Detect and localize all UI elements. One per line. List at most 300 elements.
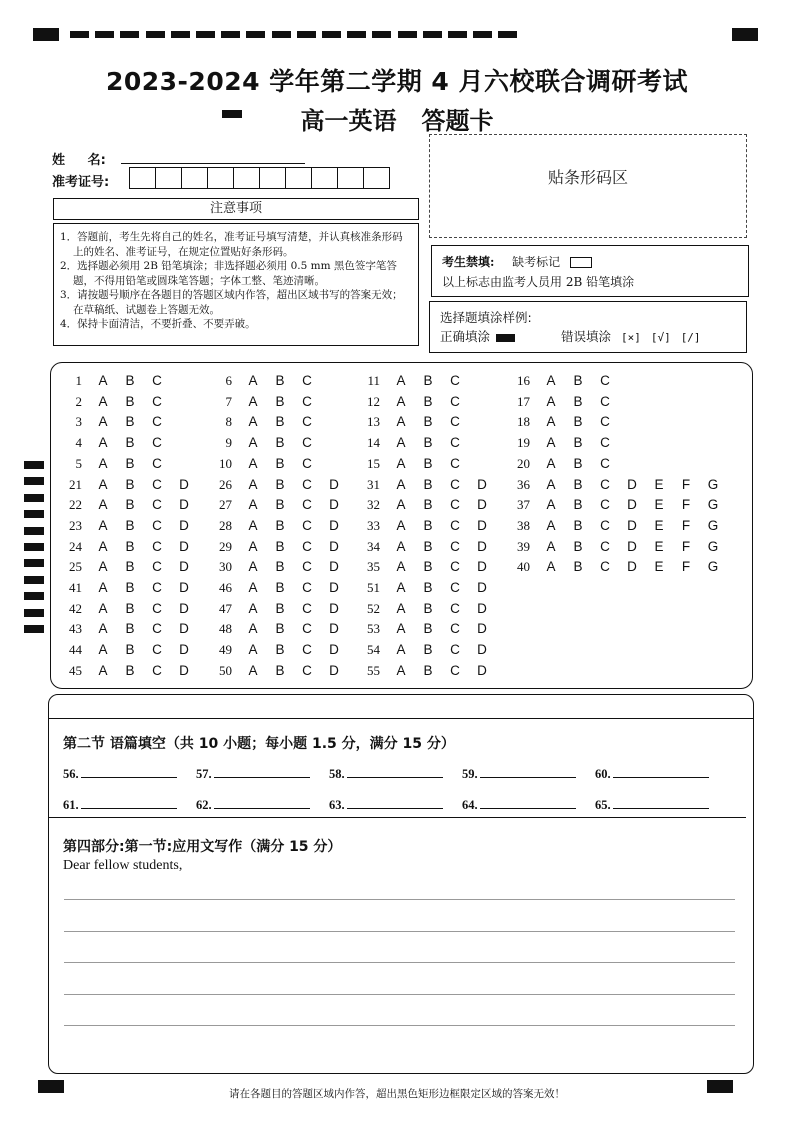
notice-item: 2．选择题必须用 2B 铅笔填涂；非选择题必须用 0.5 mm 黑色签字笔答题，不得用铅笔或圆珠笔答题；字体工整、笔迹清晰。 (60, 260, 397, 287)
option-bubble[interactable]: B (125, 559, 135, 575)
option-bubble[interactable]: D (477, 600, 487, 616)
option-bubble[interactable]: B (423, 600, 433, 616)
option-bubble[interactable]: A (248, 435, 258, 451)
notice-item: 3．请按题号顺序在各题目的答题区域内作答，超出区域书写的答案无效；在草稿纸、试题卷上答题无效。 (60, 289, 403, 316)
option-bubble[interactable]: C (600, 414, 610, 430)
option-bubble[interactable]: A (248, 621, 258, 637)
correct-fill-mark (496, 334, 515, 342)
blank-line[interactable] (480, 797, 576, 809)
option-bubble[interactable]: A (248, 476, 258, 492)
option-bubble[interactable]: D (477, 538, 487, 554)
option-bubble[interactable]: B (275, 435, 285, 451)
blank-answer[interactable] (196, 766, 310, 782)
option-bubble[interactable]: B (275, 559, 285, 575)
option-bubble[interactable]: C (450, 435, 460, 451)
option-bubble[interactable]: B (423, 538, 433, 554)
option-bubble[interactable]: D (329, 476, 339, 492)
option-bubble[interactable]: D (477, 559, 487, 575)
option-bubble[interactable]: A (396, 476, 406, 492)
option-bubble[interactable]: A (248, 414, 258, 430)
option-bubble[interactable]: B (275, 393, 285, 409)
exam-subtitle: 高一英语 答题卡 (300, 107, 494, 135)
option-bubble[interactable]: F (681, 559, 691, 575)
option-bubble[interactable]: B (423, 497, 433, 513)
option-bubble[interactable]: A (98, 662, 108, 678)
option-bubble[interactable]: C (450, 559, 460, 575)
option-bubble[interactable]: C (152, 600, 162, 616)
option-bubble[interactable]: C (600, 455, 610, 471)
option-bubble[interactable]: G (707, 476, 719, 492)
blank-number: 60. (595, 767, 611, 781)
option-bubble[interactable]: A (98, 642, 108, 658)
option-bubble[interactable]: E (654, 517, 664, 533)
blank-answer[interactable] (595, 766, 709, 782)
option-bubble[interactable]: C (302, 559, 312, 575)
option-bubble[interactable]: B (125, 662, 135, 678)
option-bubble[interactable]: C (152, 476, 162, 492)
option-bubble[interactable]: C (302, 580, 312, 595)
question-number: 17 (517, 393, 530, 409)
id-digit-box[interactable] (285, 167, 312, 189)
option-bubble[interactable]: A (248, 538, 258, 554)
option-bubble[interactable]: B (423, 435, 433, 451)
option-bubble[interactable]: C (450, 600, 460, 616)
option-bubble[interactable]: A (546, 455, 556, 471)
option-bubble[interactable]: C (600, 435, 610, 451)
question-number: 18 (517, 414, 530, 430)
writing-line[interactable] (64, 899, 735, 900)
question-number: 34 (367, 538, 380, 554)
option-bubble[interactable]: A (98, 497, 108, 513)
option-bubble[interactable]: E (654, 538, 664, 554)
question-number: 41 (69, 580, 82, 595)
question-number: 5 (75, 455, 82, 471)
option-bubble[interactable]: B (125, 476, 135, 492)
option-bubble[interactable]: B (573, 455, 583, 471)
blank-number: 57. (196, 767, 212, 781)
option-bubble[interactable]: A (98, 435, 108, 451)
option-bubble[interactable]: B (573, 476, 583, 492)
option-bubble[interactable]: A (98, 393, 108, 409)
option-bubble[interactable]: D (179, 517, 189, 533)
option-bubble[interactable]: C (600, 497, 610, 513)
id-digit-box[interactable] (129, 167, 156, 189)
option-bubble[interactable]: F (681, 538, 691, 554)
option-bubble[interactable]: C (450, 414, 460, 430)
option-bubble[interactable]: B (125, 642, 135, 658)
option-bubble[interactable]: A (396, 373, 406, 388)
option-bubble[interactable]: B (573, 435, 583, 451)
option-bubble[interactable]: A (98, 538, 108, 554)
writing-line[interactable] (64, 931, 735, 932)
option-bubble[interactable]: A (396, 517, 406, 533)
option-bubble[interactable]: C (152, 517, 162, 533)
option-bubble[interactable]: C (302, 393, 312, 409)
question-number: 55 (367, 662, 380, 678)
blank-line[interactable] (81, 766, 177, 778)
option-bubble[interactable]: D (329, 600, 339, 616)
option-bubble[interactable]: E (654, 559, 664, 575)
option-bubble[interactable]: C (302, 373, 312, 388)
blank-line[interactable] (214, 797, 310, 809)
option-bubble[interactable]: C (152, 393, 162, 409)
question-number: 2 (75, 393, 82, 409)
option-bubble[interactable]: D (477, 517, 487, 533)
option-bubble[interactable]: A (546, 393, 556, 409)
option-bubble[interactable]: C (450, 393, 460, 409)
id-digit-box[interactable] (337, 167, 364, 189)
id-digit-box[interactable] (311, 167, 338, 189)
option-bubble[interactable]: C (302, 435, 312, 451)
option-bubble[interactable]: D (477, 497, 487, 513)
option-bubble[interactable]: C (152, 435, 162, 451)
option-bubble[interactable]: B (125, 621, 135, 637)
option-bubble[interactable]: C (600, 393, 610, 409)
option-bubble[interactable]: C (302, 642, 312, 658)
option-bubble[interactable]: C (600, 559, 610, 575)
wrong-fill-label: 错误填涂 (560, 329, 611, 344)
option-bubble[interactable]: A (98, 580, 108, 595)
option-bubble[interactable]: B (423, 559, 433, 575)
option-bubble[interactable]: C (450, 476, 460, 492)
option-bubble[interactable]: B (423, 476, 433, 492)
option-bubble[interactable]: F (681, 517, 691, 533)
exam-title: 2023-2024 学年第二学期 4 月六校联合调研考试 (105, 67, 689, 96)
option-bubble[interactable]: D (477, 642, 487, 658)
option-bubble[interactable]: D (477, 662, 487, 678)
option-bubble[interactable]: C (152, 559, 162, 575)
option-bubble[interactable]: B (423, 642, 433, 658)
blank-number: 61. (63, 798, 79, 812)
option-bubble[interactable]: A (98, 559, 108, 575)
option-bubble[interactable]: D (179, 497, 189, 513)
timing-mark (24, 625, 44, 633)
option-bubble[interactable]: A (546, 559, 556, 575)
absent-mark-label: 缺考标记 (512, 255, 561, 269)
option-bubble[interactable]: F (681, 497, 691, 513)
option-bubble[interactable]: D (329, 517, 339, 533)
option-bubble[interactable]: D (179, 538, 189, 554)
option-bubble[interactable]: C (450, 497, 460, 513)
writing-line[interactable] (64, 994, 735, 995)
option-bubble[interactable]: C (152, 580, 162, 595)
option-bubble[interactable]: B (275, 621, 285, 637)
option-bubble[interactable]: C (152, 455, 162, 471)
question-number: 13 (367, 414, 380, 430)
option-bubble[interactable]: C (450, 373, 460, 388)
blank-number: 65. (595, 798, 611, 812)
option-bubble[interactable]: A (546, 373, 556, 388)
option-bubble[interactable]: A (396, 642, 406, 658)
option-bubble[interactable]: C (302, 517, 312, 533)
option-bubble[interactable]: C (450, 621, 460, 637)
timing-mark (473, 31, 492, 38)
option-bubble[interactable]: C (450, 517, 460, 533)
option-bubble[interactable]: A (546, 476, 556, 492)
question-row (500, 497, 760, 517)
option-bubble[interactable]: D (477, 580, 487, 595)
blank-answer[interactable] (595, 797, 709, 813)
option-bubble[interactable]: B (125, 373, 135, 388)
option-bubble[interactable]: A (546, 538, 556, 554)
question-number: 15 (367, 455, 380, 471)
option-bubble[interactable]: B (423, 393, 433, 409)
option-bubble[interactable]: A (396, 538, 406, 554)
option-bubble[interactable]: C (302, 662, 312, 678)
option-bubble[interactable]: C (600, 517, 610, 533)
option-bubble[interactable]: G (707, 559, 719, 575)
option-bubble[interactable]: C (450, 580, 460, 595)
option-bubble[interactable]: C (450, 538, 460, 554)
option-bubble[interactable]: D (627, 559, 637, 575)
absent-mark-box[interactable] (570, 257, 592, 268)
option-bubble[interactable]: B (125, 517, 135, 533)
option-bubble[interactable]: D (329, 642, 339, 658)
option-bubble[interactable]: C (302, 414, 312, 430)
option-bubble[interactable]: A (248, 497, 258, 513)
option-bubble[interactable]: C (152, 497, 162, 513)
option-bubble[interactable]: A (98, 600, 108, 616)
option-bubble[interactable]: B (423, 414, 433, 430)
option-bubble[interactable]: A (546, 497, 556, 513)
option-bubble[interactable]: D (627, 538, 637, 554)
blank-line[interactable] (480, 766, 576, 778)
option-bubble[interactable]: A (396, 414, 406, 430)
question-number: 28 (219, 517, 232, 533)
option-bubble[interactable]: C (302, 600, 312, 616)
option-bubble[interactable]: B (573, 517, 583, 533)
writing-line[interactable] (64, 1025, 735, 1026)
option-bubble[interactable]: B (275, 476, 285, 492)
option-bubble[interactable]: C (600, 476, 610, 492)
option-bubble[interactable]: B (423, 373, 433, 388)
option-bubble[interactable]: A (98, 476, 108, 492)
option-bubble[interactable]: B (275, 580, 285, 595)
option-bubble[interactable]: D (477, 621, 487, 637)
option-bubble[interactable]: D (329, 559, 339, 575)
option-bubble[interactable]: C (450, 455, 460, 471)
option-bubble[interactable]: B (423, 580, 433, 595)
option-bubble[interactable]: A (396, 662, 406, 678)
question-number: 12 (367, 393, 380, 409)
option-bubble[interactable]: G (707, 497, 719, 513)
option-bubble[interactable]: B (125, 538, 135, 554)
option-bubble[interactable]: C (152, 621, 162, 637)
option-bubble[interactable]: A (396, 600, 406, 616)
option-bubble[interactable]: B (423, 455, 433, 471)
option-bubble[interactable]: A (98, 455, 108, 471)
option-bubble[interactable]: E (654, 476, 664, 492)
blank-answer[interactable] (329, 797, 443, 813)
timing-mark (24, 494, 44, 502)
option-bubble[interactable]: D (329, 580, 339, 595)
barcode-area (429, 134, 747, 238)
question-number: 51 (367, 580, 380, 595)
question-row (350, 601, 610, 621)
blank-line[interactable] (347, 797, 443, 809)
option-bubble[interactable]: C (152, 642, 162, 658)
timing-mark (70, 31, 89, 38)
option-bubble[interactable]: D (627, 517, 637, 533)
option-bubble[interactable]: D (329, 662, 339, 678)
option-bubble[interactable]: A (396, 621, 406, 637)
option-bubble[interactable]: D (179, 559, 189, 575)
option-bubble[interactable]: A (248, 559, 258, 575)
option-bubble[interactable]: B (573, 393, 583, 409)
option-bubble[interactable]: C (152, 373, 162, 388)
option-bubble[interactable]: B (275, 600, 285, 616)
option-bubble[interactable]: A (396, 497, 406, 513)
option-bubble[interactable]: C (302, 621, 312, 637)
option-bubble[interactable]: A (248, 600, 258, 616)
option-bubble[interactable]: C (152, 414, 162, 430)
option-bubble[interactable]: D (329, 497, 339, 513)
blank-line[interactable] (214, 766, 310, 778)
blank-number: 64. (462, 798, 478, 812)
question-number: 22 (69, 497, 82, 513)
option-bubble[interactable]: B (275, 642, 285, 658)
blank-answer[interactable] (462, 766, 576, 782)
option-bubble[interactable]: B (573, 497, 583, 513)
option-bubble[interactable]: D (179, 600, 189, 616)
option-bubble[interactable]: B (573, 414, 583, 430)
option-bubble[interactable]: A (248, 393, 258, 409)
id-digit-box[interactable] (181, 167, 208, 189)
option-bubble[interactable]: B (125, 497, 135, 513)
question-row (500, 456, 760, 476)
blank-answer[interactable] (63, 766, 177, 782)
blank-answer[interactable] (462, 797, 576, 813)
option-bubble[interactable]: B (125, 455, 135, 471)
option-bubble[interactable]: B (573, 373, 583, 388)
option-bubble[interactable]: B (275, 497, 285, 513)
option-bubble[interactable]: B (423, 662, 433, 678)
option-bubble[interactable]: B (275, 373, 285, 388)
option-bubble[interactable]: D (179, 476, 189, 492)
id-digit-box[interactable] (363, 167, 390, 189)
option-bubble[interactable]: D (179, 580, 189, 595)
option-bubble[interactable]: A (546, 414, 556, 430)
option-bubble[interactable]: A (98, 373, 108, 388)
option-bubble[interactable]: G (707, 517, 719, 533)
option-bubble[interactable]: C (152, 662, 162, 678)
option-bubble[interactable]: D (627, 476, 637, 492)
option-bubble[interactable]: B (573, 559, 583, 575)
question-number: 27 (219, 497, 232, 513)
option-bubble[interactable]: B (125, 414, 135, 430)
id-digit-box[interactable] (259, 167, 286, 189)
option-bubble[interactable]: B (125, 393, 135, 409)
blank-answer[interactable] (196, 797, 310, 813)
option-bubble[interactable]: D (329, 621, 339, 637)
absent-box (431, 245, 749, 297)
letter-salutation: Dear fellow students, (63, 858, 183, 873)
question-number: 47 (219, 600, 232, 616)
blank-answer[interactable] (329, 766, 443, 782)
question-number: 53 (367, 621, 380, 637)
name-field[interactable] (121, 162, 305, 164)
blank-line[interactable] (347, 766, 443, 778)
blank-line[interactable] (81, 797, 177, 809)
option-bubble[interactable]: D (179, 642, 189, 658)
option-bubble[interactable]: B (125, 600, 135, 616)
option-bubble[interactable]: C (302, 497, 312, 513)
option-bubble[interactable]: D (329, 538, 339, 554)
blank-line[interactable] (613, 797, 709, 809)
option-bubble[interactable]: B (275, 538, 285, 554)
absent-note: 以上标志由监考人员用 2B 铅笔填涂 (442, 275, 635, 289)
option-bubble[interactable]: A (98, 517, 108, 533)
blank-line[interactable] (613, 766, 709, 778)
timing-mark (372, 31, 391, 38)
timing-mark (347, 31, 366, 38)
option-bubble[interactable]: B (125, 580, 135, 595)
question-number: 45 (69, 662, 82, 678)
option-bubble[interactable]: B (423, 621, 433, 637)
option-bubble[interactable]: A (248, 455, 258, 471)
option-bubble[interactable]: A (396, 435, 406, 451)
option-bubble[interactable]: C (600, 538, 610, 554)
option-bubble[interactable]: B (275, 455, 285, 471)
option-bubble[interactable]: B (275, 414, 285, 430)
option-bubble[interactable]: A (396, 455, 406, 471)
wrong-mark-slash: [/] (680, 331, 701, 344)
option-bubble[interactable]: A (546, 435, 556, 451)
option-bubble[interactable]: D (179, 621, 189, 637)
option-bubble[interactable]: A (98, 621, 108, 637)
id-digit-box[interactable] (207, 167, 234, 189)
option-bubble[interactable]: C (450, 642, 460, 658)
option-bubble[interactable]: B (275, 517, 285, 533)
option-bubble[interactable]: A (248, 642, 258, 658)
option-bubble[interactable]: C (302, 455, 312, 471)
option-bubble[interactable]: A (546, 517, 556, 533)
option-bubble[interactable]: C (302, 476, 312, 492)
question-number: 21 (69, 476, 82, 492)
option-bubble[interactable]: D (179, 662, 189, 678)
option-bubble[interactable]: B (275, 662, 285, 678)
id-digit-box[interactable] (155, 167, 182, 189)
option-bubble[interactable]: A (396, 580, 406, 595)
option-bubble[interactable]: B (125, 435, 135, 451)
writing-line[interactable] (64, 962, 735, 963)
blank-number: 58. (329, 767, 345, 781)
option-bubble[interactable]: D (477, 476, 487, 492)
question-row (350, 621, 610, 641)
option-bubble[interactable]: F (681, 476, 691, 492)
blank-answer[interactable] (63, 797, 177, 813)
option-bubble[interactable]: A (248, 517, 258, 533)
option-bubble[interactable]: C (600, 373, 610, 388)
option-bubble[interactable]: A (248, 373, 258, 388)
question-number: 4 (75, 435, 82, 451)
option-bubble[interactable]: G (707, 538, 719, 554)
option-bubble[interactable]: A (396, 393, 406, 409)
option-bubble[interactable]: A (396, 559, 406, 575)
option-bubble[interactable]: B (573, 538, 583, 554)
option-bubble[interactable]: C (450, 662, 460, 678)
option-bubble[interactable]: D (627, 497, 637, 513)
option-bubble[interactable]: B (423, 517, 433, 533)
option-bubble[interactable]: C (152, 538, 162, 554)
section2-title: 第二节 语篇填空（共 10 小题；每小题 1.5 分，满分 15 分） (63, 736, 455, 752)
option-bubble[interactable]: A (248, 662, 258, 678)
id-digit-box[interactable] (233, 167, 260, 189)
option-bubble[interactable]: E (654, 497, 664, 513)
option-bubble[interactable]: A (98, 414, 108, 430)
option-bubble[interactable]: C (302, 538, 312, 554)
option-bubble[interactable]: A (248, 580, 258, 595)
